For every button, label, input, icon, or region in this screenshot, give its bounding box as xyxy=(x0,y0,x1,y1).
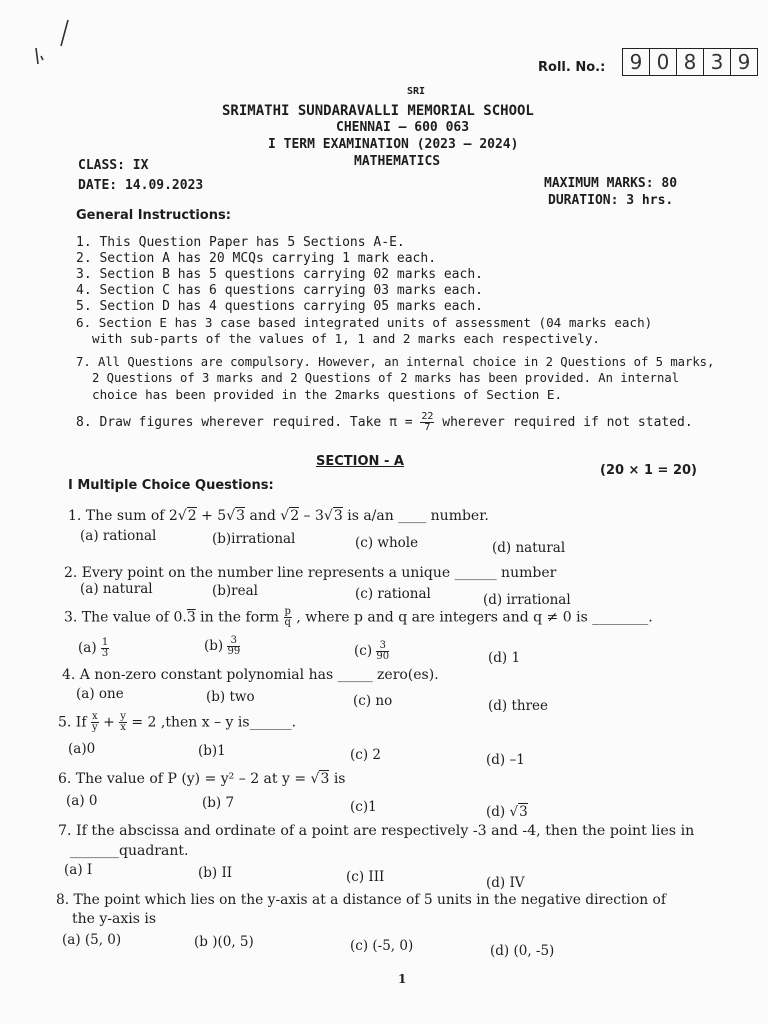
option: (d) –1 xyxy=(486,752,525,768)
option: (c) III xyxy=(346,869,385,885)
instruction-item: 2. Section A has 20 MCQs carrying 1 mark each. xyxy=(76,251,437,266)
option: (c) whole xyxy=(355,535,419,551)
question-8: 8. The point which lies on the y-axis at a distance of 5 units in the negative direction of xyxy=(56,892,666,908)
option-fraction xyxy=(101,638,109,659)
instruction-item: choice has been provided in the 2marks questions of Section E. xyxy=(92,387,563,402)
option-fraction xyxy=(376,641,389,662)
fraction-denominator: 99 xyxy=(227,646,241,657)
option: (b)real xyxy=(212,583,258,599)
pi-denominator: 7 xyxy=(424,422,431,433)
option: (b )(0, 5) xyxy=(194,934,254,950)
option: (b)1 xyxy=(198,743,226,759)
option: (a) (5, 0) xyxy=(62,932,122,948)
option: (b)irrational xyxy=(212,531,296,547)
instruction-text: 8. Draw figures wherever required. Take π = xyxy=(76,415,413,430)
roll-digit: 8 xyxy=(677,48,704,76)
option: (a) natural xyxy=(80,581,153,597)
option: (d) three xyxy=(488,698,549,714)
option: (c) 2 xyxy=(350,747,381,763)
question-text: = 2 ,then x – y is______. xyxy=(126,714,297,731)
instruction-item: 6. Section E has 3 case based integrated units of assessment (04 marks each) xyxy=(76,315,653,330)
option: (c) rational xyxy=(355,586,431,602)
fraction-x-over-y xyxy=(91,712,99,733)
option-a xyxy=(78,638,109,659)
option: (a) rational xyxy=(80,528,157,544)
fraction-numerator: x xyxy=(91,711,98,722)
option: (c) (-5, 0) xyxy=(350,938,414,954)
instruction-item: 7. All Questions are compulsory. However, an internal choice in 2 Questions of 5 marks, xyxy=(76,355,715,369)
question-2: 2. Every point on the number line represents a unique ______ number xyxy=(64,565,557,581)
option: (b) 7 xyxy=(202,795,235,811)
instructions-title: General Instructions: xyxy=(76,208,231,223)
option-d: (d) 1 xyxy=(488,650,521,666)
question-text: , where p and q are integers and q ≠ 0 is ________. xyxy=(291,609,653,626)
option-label: (a) xyxy=(78,640,97,656)
school-name: SRIMATHI SUNDARAVALLI MEMORIAL SCHOOL xyxy=(222,103,534,119)
school-city: CHENNAI – 600 063 xyxy=(336,120,470,135)
fraction-denominator: q xyxy=(284,617,291,628)
duration: DURATION: 3 hrs. xyxy=(548,193,674,208)
option-label: (b) xyxy=(204,638,224,654)
roll-label: Roll. No.: xyxy=(538,60,606,75)
radicand: 2 xyxy=(187,508,197,524)
question-text: + 5 xyxy=(196,508,227,524)
option: (d) natural xyxy=(492,540,566,556)
header-sri: SRI xyxy=(407,86,426,97)
subject: MATHEMATICS xyxy=(354,154,441,169)
page-number: 1 xyxy=(398,972,407,986)
roll-digit: 9 xyxy=(731,48,758,76)
roll-digit: 0 xyxy=(650,48,677,76)
option-fraction xyxy=(227,636,240,657)
fraction-numerator: 3 xyxy=(376,641,389,652)
option: (a) one xyxy=(76,686,124,702)
question-4: 4. A non-zero constant polynomial has _____ zero(es). xyxy=(62,667,439,683)
question-text: and xyxy=(245,508,281,524)
roll-digit: 3 xyxy=(704,48,731,76)
fraction-numerator: 1 xyxy=(101,637,109,648)
option: (c) no xyxy=(353,693,393,709)
option: (a)0 xyxy=(68,741,96,757)
question-7-cont: _______quadrant. xyxy=(70,843,189,859)
option: (b) II xyxy=(198,865,233,881)
p-over-q xyxy=(284,607,292,628)
option-d: (d) √3 xyxy=(486,804,528,820)
radicand: 2 xyxy=(290,508,300,524)
instruction-item: 1. This Question Paper has 5 Sections A-E. xyxy=(76,235,405,250)
fraction-denominator: x xyxy=(120,722,126,733)
fraction-numerator: p xyxy=(284,606,291,617)
fraction-denominator: 3 xyxy=(101,648,109,659)
radicand: 3 xyxy=(333,508,343,524)
instruction-item: 2 Questions of 3 marks and 2 Questions of 2 marks has been provided. An internal xyxy=(92,371,679,385)
question-8-cont: the y-axis is xyxy=(72,911,157,927)
instruction-item: with sub-parts of the values of 1, 1 and 2 marks each respectively. xyxy=(92,331,600,346)
pi-numerator: 22 xyxy=(421,411,434,422)
instruction-text: wherever required if not stated. xyxy=(442,415,693,430)
question-text: – 3 xyxy=(299,508,324,524)
question-text: is a/an ____ number. xyxy=(342,508,489,524)
option-label: (c) xyxy=(354,643,373,659)
instruction-item: 4. Section C has 6 questions carrying 03 marks each. xyxy=(76,283,483,298)
option: (a) I xyxy=(64,862,93,878)
option: (b) two xyxy=(206,689,255,705)
fraction-denominator: y xyxy=(91,722,98,733)
exam-date: DATE: 14.09.2023 xyxy=(78,178,204,193)
radicand: 3 xyxy=(320,771,330,787)
option: (a) 0 xyxy=(66,793,98,809)
roll-number-box xyxy=(622,48,758,76)
fraction-numerator: 3 xyxy=(227,636,240,647)
question-text: 1. The sum of 2 xyxy=(68,508,178,524)
question-7: 7. If the abscissa and ordinate of a point are respectively -3 and -4, then the point lies in xyxy=(58,823,695,839)
section-marks: (20 × 1 = 20) xyxy=(600,463,697,478)
question-text: is xyxy=(329,771,346,787)
question-text: 3. The value of 0. xyxy=(64,609,187,626)
question-3 xyxy=(64,607,653,628)
option-b xyxy=(204,636,240,657)
section-subtitle: I Multiple Choice Questions: xyxy=(68,478,274,493)
fraction-denominator: 90 xyxy=(376,651,390,662)
class-label: CLASS: IX xyxy=(78,158,149,173)
roll-digit: 9 xyxy=(622,48,650,76)
option: (c)1 xyxy=(350,799,377,815)
pi-fraction xyxy=(420,412,434,433)
question-text: in the form xyxy=(195,609,284,626)
exam-title: I TERM EXAMINATION (2023 – 2024) xyxy=(268,137,519,152)
question-text: 5. If xyxy=(58,714,91,731)
maximum-marks: MAXIMUM MARKS: 80 xyxy=(544,176,678,191)
question-1: 1. The sum of 2√2 + 5√3 and √2 – 3√3 is a/an ____ number. xyxy=(68,508,489,524)
option-label: (d) xyxy=(486,804,510,820)
option: (d) IV xyxy=(486,875,525,891)
pen-mark xyxy=(28,8,78,68)
fraction-y-over-x xyxy=(119,712,127,733)
recurring-digit: 3 xyxy=(186,609,196,626)
option: (d) (0, -5) xyxy=(490,943,555,959)
plus-sign: + xyxy=(98,714,120,731)
question-6: 6. The value of P (y) = y² – 2 at y = √3 is xyxy=(58,771,346,787)
fraction-numerator: y xyxy=(120,711,126,722)
radicand: 3 xyxy=(236,508,246,524)
instruction-item-8 xyxy=(76,412,693,433)
radicand: 3 xyxy=(519,804,528,820)
instruction-item: 5. Section D has 4 questions carrying 05 marks each. xyxy=(76,299,483,314)
option: (d) irrational xyxy=(483,592,571,608)
question-5 xyxy=(58,712,296,733)
instruction-item: 3. Section B has 5 questions carrying 02 marks each. xyxy=(76,267,483,282)
question-text: 6. The value of P (y) = y² – 2 at y = xyxy=(58,771,311,787)
section-title: SECTION - A xyxy=(316,454,404,469)
option-c xyxy=(354,641,389,662)
